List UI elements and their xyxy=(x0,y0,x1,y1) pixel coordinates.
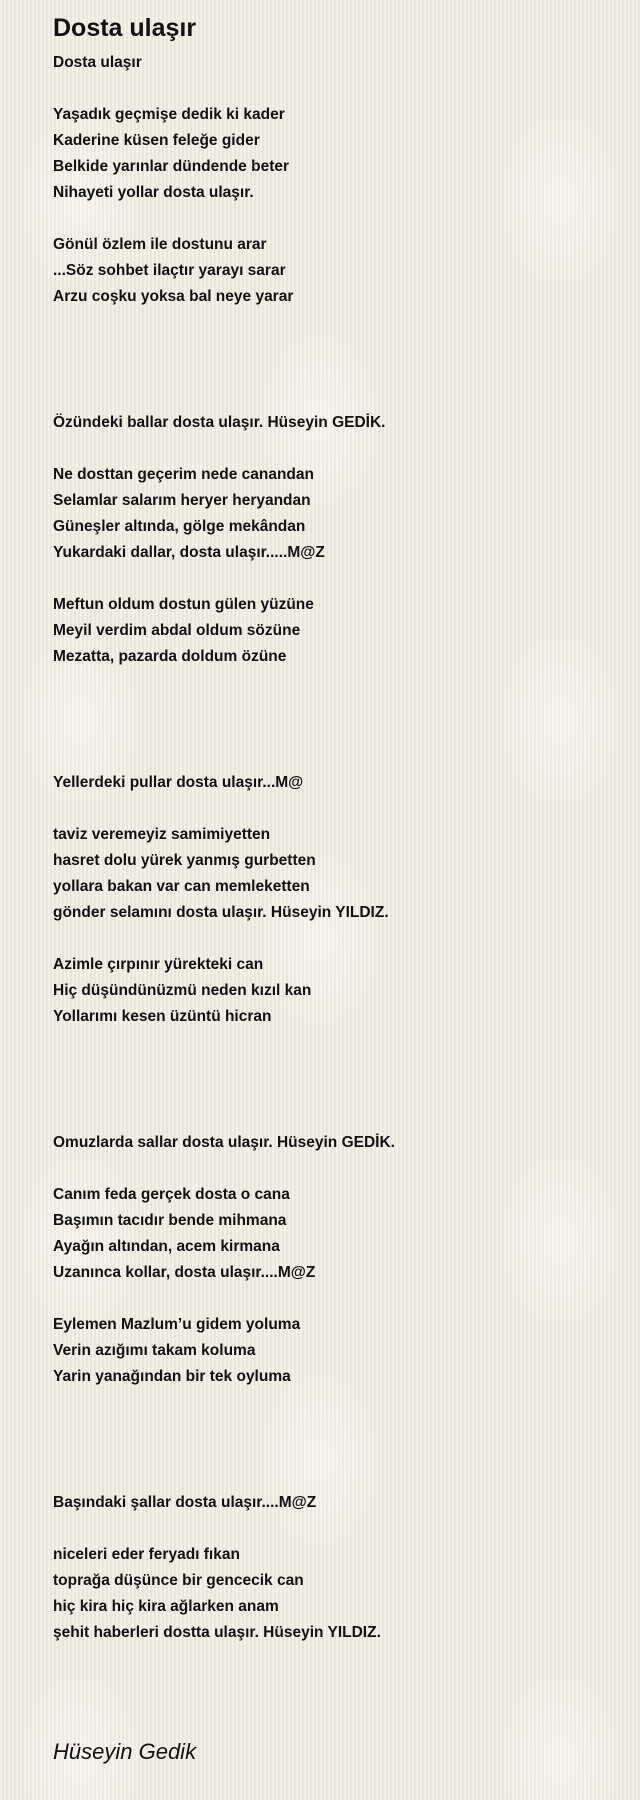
poem-line: Meftun oldum dostun gülen yüzüne xyxy=(53,596,314,613)
poem-line: Başımın tacıdır bende mihmana xyxy=(53,1212,287,1229)
poem-stanza xyxy=(53,770,613,796)
poem-stanza xyxy=(53,232,613,310)
poem-line: gönder selamını dosta ulaşır. Hüseyin YILDIZ. xyxy=(53,904,389,921)
poem-line: taviz veremeyiz samimiyetten xyxy=(53,826,271,843)
stanza-spacer xyxy=(53,1156,613,1182)
poem-stanza xyxy=(53,1490,613,1516)
poem-stanza xyxy=(53,952,613,1030)
poem-line: Verin azığımı takam koluma xyxy=(53,1342,256,1359)
poem-line: Selamlar salarım heryer heryandan xyxy=(53,492,311,509)
poem-line: şehit haberleri dostta ulaşır. Hüseyin YILDIZ. xyxy=(53,1624,381,1641)
poem-line: Yellerdeki pullar dosta ulaşır...M@ xyxy=(53,774,304,791)
poem-stanza xyxy=(53,462,613,566)
author-name: Hüseyin Gedik xyxy=(53,1739,197,1764)
stanza-spacer xyxy=(53,1030,613,1130)
poem-line: niceleri eder feryadı fıkan xyxy=(53,1546,240,1563)
poem-line: Belkide yarınlar dündende beter xyxy=(53,158,290,175)
stanza-spacer xyxy=(53,1516,613,1542)
poem-line: Gönül özlem ile dostunu arar xyxy=(53,236,267,253)
poem-line: Canım feda gerçek dosta o cana xyxy=(53,1186,290,1203)
poem-line: Omuzlarda sallar dosta ulaşır. Hüseyin GEDİK. xyxy=(53,1134,395,1151)
poem-stanza xyxy=(53,1312,613,1390)
stanza-spacer xyxy=(53,436,613,462)
stanza-spacer xyxy=(53,1390,613,1490)
poem-line: ...Söz sohbet ilaçtır yarayı sarar xyxy=(53,262,286,279)
poem-stanza xyxy=(53,822,613,926)
stanza-spacer xyxy=(53,670,613,770)
poem-line: Arzu coşku yoksa bal neye yarar xyxy=(53,288,294,305)
poem-line: Mezatta, pazarda doldum özüne xyxy=(53,648,287,665)
poem-line: Ne dosttan geçerim nede canandan xyxy=(53,466,314,483)
poem-line: Azimle çırpınır yürekteki can xyxy=(53,956,264,973)
poem-stanza xyxy=(53,410,613,436)
poem-line: Hiç düşündünüzmü neden kızıl kan xyxy=(53,982,312,999)
poem-line: Nihayeti yollar dosta ulaşır. xyxy=(53,184,254,201)
poem-stanza xyxy=(53,1182,613,1286)
poem-line: Eylemen Mazlum’u gidem yoluma xyxy=(53,1316,301,1333)
poem-line: Özündeki ballar dosta ulaşır. Hüseyin GEDİK. xyxy=(53,414,386,431)
poem-line: toprağa düşünce bir gencecik can xyxy=(53,1572,304,1589)
poem-line: hiç kira hiç kira ağlarken anam xyxy=(53,1598,279,1615)
poem-line: yollara bakan var can memleketten xyxy=(53,878,310,895)
stanza-spacer xyxy=(53,206,613,232)
poem-line: hasret dolu yürek yanmış gurbetten xyxy=(53,852,316,869)
poem-stanza xyxy=(53,592,613,670)
poem-stanza xyxy=(53,1130,613,1156)
stanza-spacer xyxy=(53,796,613,822)
poem-line: Yollarımı kesen üzüntü hicran xyxy=(53,1008,272,1025)
poem-line: Yaşadık geçmişe dedik ki kader xyxy=(53,106,285,123)
poem-line: Uzanınca kollar, dosta ulaşır....M@Z xyxy=(53,1264,316,1281)
poem-line: Yukardaki dallar, dosta ulaşır.....M@Z xyxy=(53,544,325,561)
poem-line: Meyil verdim abdal oldum sözüne xyxy=(53,622,301,639)
stanza-spacer xyxy=(53,1286,613,1312)
stanza-spacer xyxy=(53,310,613,410)
poem-stanza xyxy=(53,1542,613,1646)
poem-line: Kaderine küsen feleğe gider xyxy=(53,132,260,149)
poem-body xyxy=(53,102,613,1646)
poem-line: Başındaki şallar dosta ulaşır....M@Z xyxy=(53,1494,317,1511)
poem-page xyxy=(53,12,613,1646)
poem-line: Yarin yanağından bir tek oyluma xyxy=(53,1368,291,1385)
stanza-spacer xyxy=(53,566,613,592)
poem-line: Güneşler altında, gölge mekândan xyxy=(53,518,306,535)
stanza-spacer xyxy=(53,926,613,952)
poem-stanza xyxy=(53,102,613,206)
poem-subtitle: Dosta ulaşır xyxy=(53,54,142,71)
page-title: Dosta ulaşır xyxy=(53,14,197,42)
poem-line: Ayağın altından, acem kirmana xyxy=(53,1238,280,1255)
